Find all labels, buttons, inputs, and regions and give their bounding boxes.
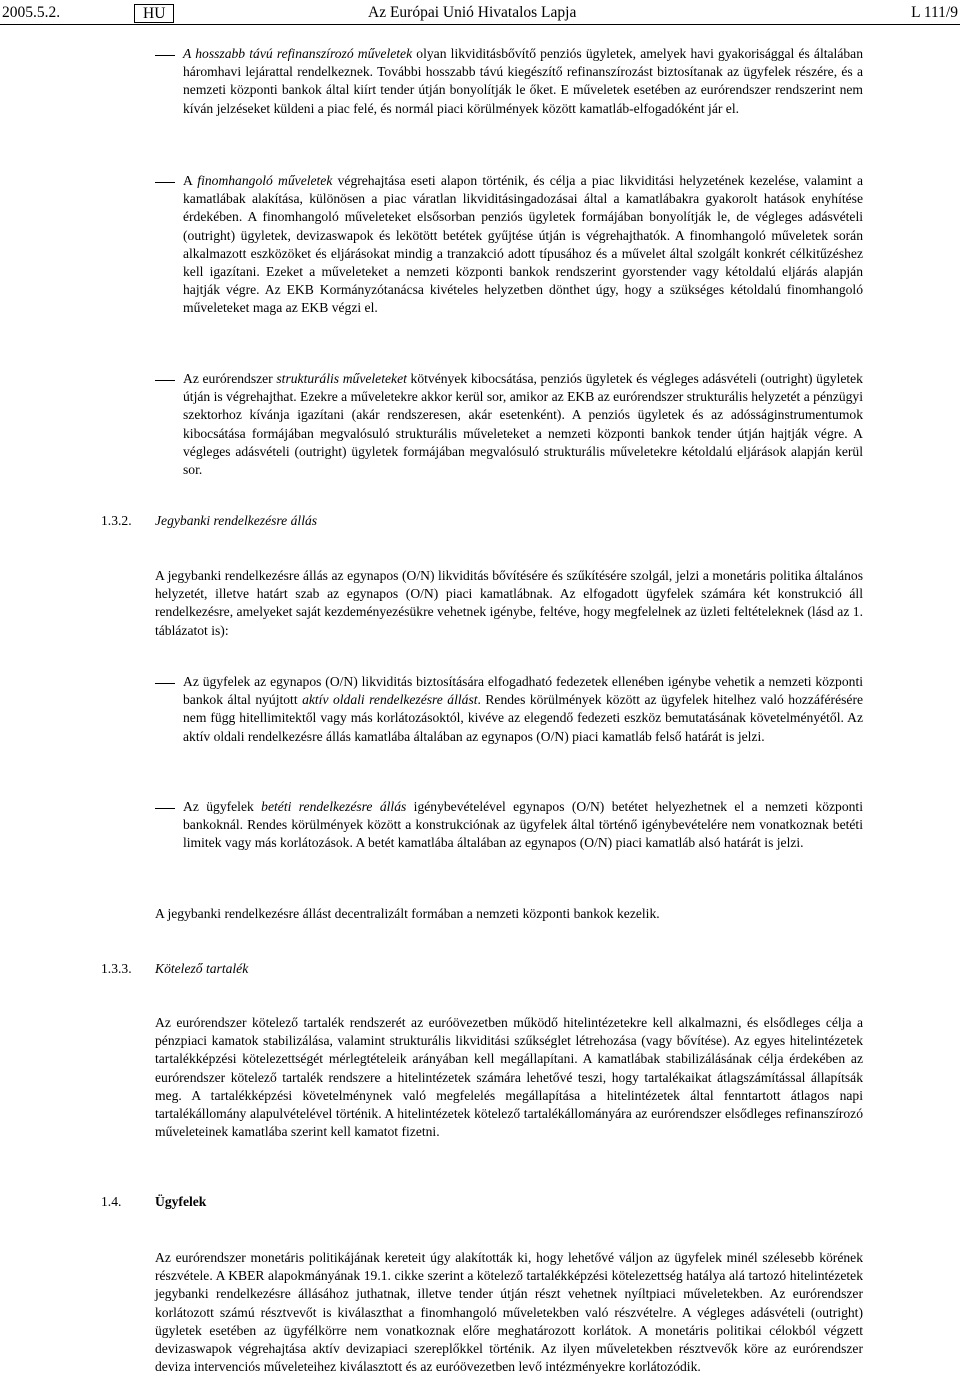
list-item-prefix: Az ügyfelek [183,799,262,814]
publication-date: 2005.5.2. [2,4,61,21]
language-code-box: HU [134,4,174,23]
list-dash [155,683,175,684]
section-paragraph: Az eurórendszer kötelező tartalék rendszerét az euróövezetben működő hitelintézetekre kell alkalmazni, és elsődleges célja a pénzpiaci kamatok stabilizálása, valamint strukturális likviditási szűkséglet létrehozása (vagy bővítése). Az egyes hitelintézetek tartalékképzési kötelezettségét mérlegtételeik arányában kell megállapítani. A kamatlábak stabilizálásának célja érdekében az eurórendszer kötelező tartalék rendszere a hitelintézetek számára lehetővé teszi, hogy tartalékaikat átlagszámítással állapítsák meg. A tartalékképzési követelménynek való megfelelés megállapítása a hitelintézetek által fenntartott átlagos napi tartalékállomány alapulvételével történik. A hitelintézetek kötelező tartalékállományára az eurórendszer elsődleges refinanszírozó műveleteinek kamatlába szerint kell kamatot fizetni. [155,1015,863,1140]
list-item-text: . Rendes körülmények között az ügyfelek hitelhez való hozzáférésére nem függ hitellimitektől vagy más korlátozásoktól, kivéve az elegendő fedezeti eszköz bemutatásának követelményétől. Az aktív oldali rendelkezésre állás kamatlába általában az egynapos (O/N) piaci kamatláb felső határát is jelzi. [183,692,864,744]
list-item-prefix: A [183,173,198,188]
section-paragraph: Az eurórendszer monetáris politikájának kereteit úgy alakították ki, hogy lehetővé váljon az ügyfelek minél szélesebb körének részvétele. A KBER alapokmányának 19.1. cikke szerint a kötelező tartalékképzési kötelezettség hatálya alá tartozó hitelintézetek jegybanki rendelkezésre állásához juthatnak, illetve tender útján részt vehetnek nyíltpiaci műveletekben. Az eurórendszer korlátozott számú résztvevőt is kiválaszthat a finomhangoló műveletekben való részvételre. A végleges adásvételi (outright) ügyletek esetében az ügyfélkörre nem vonatkoznak előre meghatározott korlátok. A monetáris politikai célokból végzett devizaswapok végrehajtása aktív devizapiaci szereplőkkel történik. Az ilyen műveletekben résztvevők köre az eurórendszer deviza intervenciós műveleteihez kiválasztott és az euróövezetben levő intézményekre korlátozódik. [155,1250,863,1375]
list-item-prefix: Az ügyfelek az egynapos (O/N) likviditás biztosítására elfogadható fedezetek ellenében igénybe vehetik a nemzeti központi bankok által nyújtott [183,674,863,708]
section-number: 1.4. [101,1194,122,1209]
list-item-deposit-facility [183,798,863,853]
list-item-fine-tuning [183,172,863,318]
term-ltro: A hosszabb távú refinanszírozó műveletek [183,46,413,61]
section-number: 1.3.2. [101,513,132,528]
page-header [0,4,960,22]
list-item-text: igénybevételével egynapos (O/N) betétet helyezhetnek el a nemzeti központi bankoknál. Rendes körülmények között a konstrukciónak az ügyfelek által történő igénybevételére nem vonatkoznak betéti limitek vagy más korlátozások. A betét kamatlába általában az egynapos (O/N) piaci kamatláb alsó határát is jelzi. [183,799,863,851]
list-dash [155,182,175,183]
page-number: L 111/9 [911,4,958,21]
section-title: Ügyfelek [155,1194,207,1209]
list-item-text: végrehajtása eseti alapon történik, és célja a piac likviditási helyzetének kezelése, valamint a kamatlábak alakítása, különösen a piac váratlan likviditásingadozásai által a kamatlábakra gyakorolt hatások enyhítése érdekében. A finomhangoló műveleteket elsősorban penziós ügyletek formájában bonyolítják le, de végleges adásvételi (outright) ügyletek, devizaswapok és lekötött betétek gyűjtése útján is végrehajthatók. A finomhangoló műveletek során alkalmazott eszközöket és eljárásokat mindig a tranzakció adott típusához és a művelet által szolgált konkrét célkitűzéshez kell igazítani. Ezeket a műveleteket a nemzeti központi bankok rendszerint gyorstender vagy kétoldalú eljárás alapján hajtják végre. Az EKB Kormányzótanácsa kivételes helyzetben dönthet úgy, hogy a szükséges kétoldalú finomhangoló műveleteket maga az EKB végzi el. [183,173,864,316]
list-dash [155,55,175,56]
section-title: Jegybanki rendelkezésre állás [155,513,318,528]
list-item-structural [183,370,863,479]
list-dash [155,808,175,809]
list-item-prefix: Az eurórendszer [183,371,277,386]
section-paragraph: A jegybanki rendelkezésre állást decentralizált formában a nemzeti központi bankok kezelik. [155,906,660,921]
term-marginal-lending: aktív oldali rendelkezésre állást [302,692,478,708]
list-item-text: kötvények kibocsátása, penziós ügyletek és végleges adásvételi (outright) ügyletek útján is végrehajthat. Ezekre a műveletekre akkor kerül sor, amikor az EKB az eurórendszer strukturális helyzetét a pénzügyi szektorhoz kívánja igazítani (akár rendszeresen, akár esetenként). A penziós ügyletek és az adósságinstrumentumok kibocsátása formájában megvalósuló strukturális műveleteket a nemzeti központi bankok tender útján hajtják végre. A végleges adásvételi (outright) ügyletek formájában megvalósuló strukturális műveletekre kétoldalú eljárások alapján kerül sor. [183,371,863,478]
list-dash [155,380,175,381]
list-item-marginal-lending [183,673,863,746]
term-fine-tuning: finomhangoló műveletek [197,173,333,188]
term-deposit-facility: betéti rendelkezésre állás [261,799,407,814]
term-structural: strukturális műveleteket [276,371,407,386]
section-title: Kötelező tartalék [155,961,249,976]
section-number: 1.3.3. [101,961,132,976]
journal-title: Az Európai Unió Hivatalos Lapja [368,4,577,21]
list-item-text: olyan likviditásbővítő penziós ügyletek, amelyek havi gyakorisággal és általában háromhavi lejárattal rendelkeznek. További hosszabb távú kiegészítő refinanszírozást biztosítanak az ügyfelek részére, és a nemzeti központi bankok által kiírt tender útján bonyolítják le őket. E műveletek esetében az eurórendszer rendszerint nem kíván jelzéseket küldeni a piac felé, és normál piaci körülmények között kamatláb-elfogadóként jár el. [183,46,863,116]
header-rule [0,24,960,25]
list-item-ltro [183,45,863,118]
section-paragraph: A jegybanki rendelkezésre állás az egynapos (O/N) likviditás bővítésére és szűkítésére szolgál, jelzi a monetáris politika általános helyzetét, illetve határt szab az egynapos (O/N) piaci kamatlábnak. Az elfogadott ügyfelek számára két konstrukció áll rendelkezésre, amelyeket saját kezdeményezésükre vehetnek igénybe, feltéve, hogy megfelelnek az üzleti feltételeknek (lásd az 1. táblázatot is): [155,568,863,638]
